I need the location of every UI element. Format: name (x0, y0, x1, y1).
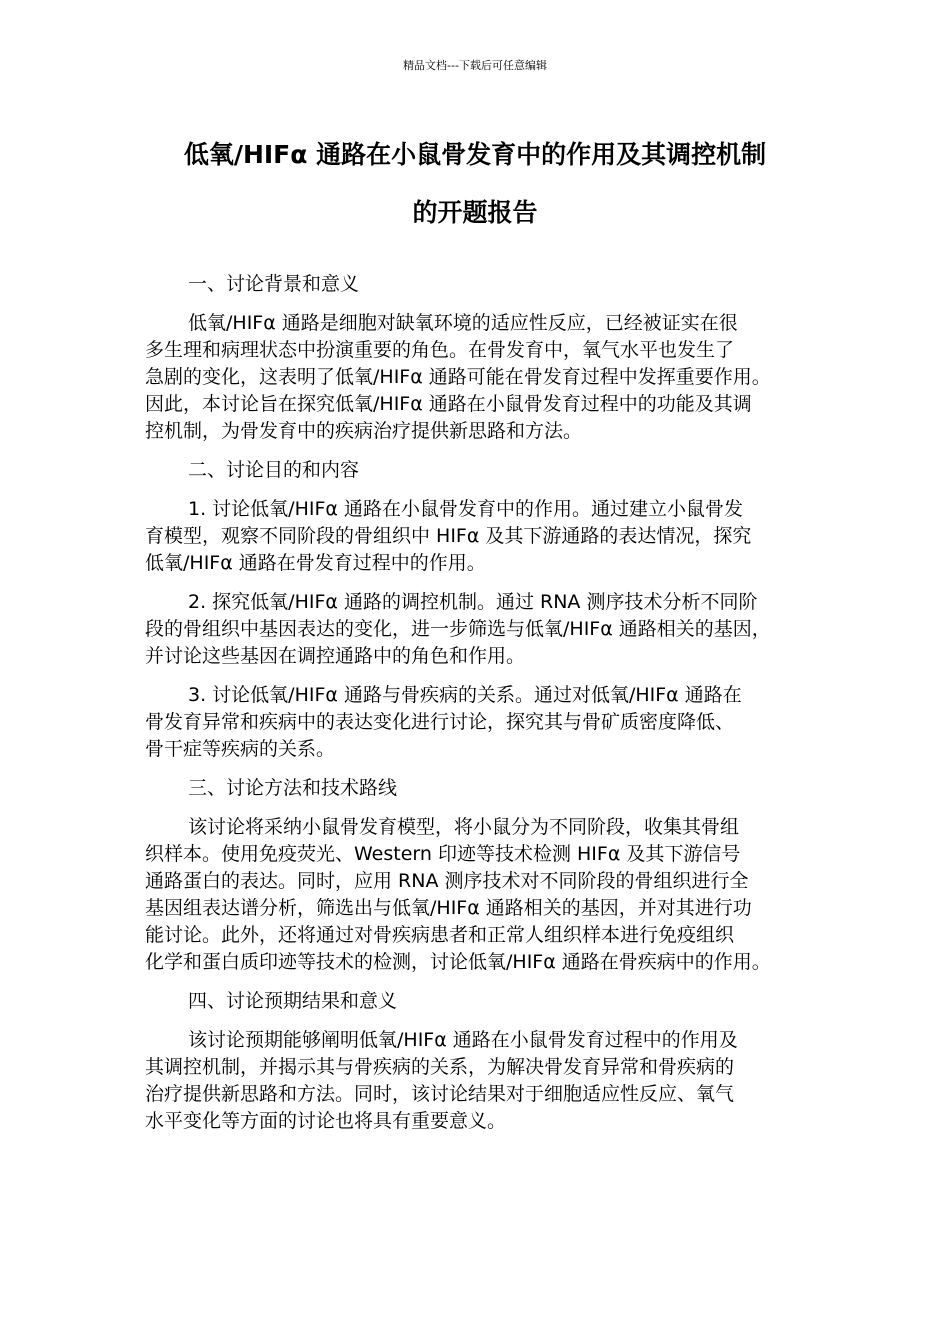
paragraph-line: 段的骨组织中基因表达的变化，进一步筛选与低氧/HIFα 通路相关的基因， (145, 618, 771, 640)
paragraph-line: 治疗提供新思路和方法。同时，该讨论结果对于细胞适应性反应、氧气 (145, 1083, 735, 1105)
paragraph-line: 化学和蛋白质印迹等技术的检测，讨论低氧/HIFα 通路在骨疾病中的作用。 (145, 951, 771, 973)
paragraph-line: 2. 探究低氧/HIFα 通路的调控机制。通过 RNA 测序技术分析不同阶 (188, 591, 758, 613)
paragraph (145, 496, 825, 577)
paragraph-line: 能讨论。此外，还将通过对骨疾病患者和正常人组织样本进行免疫组织 (145, 924, 735, 946)
paragraph-line: 基因组表达谱分析，筛选出与低氧/HIFα 通路相关的基因，并对其进行功 (145, 897, 752, 919)
paragraph-line: 控机制，为骨发育中的疾病治疗提供新思路和方法。 (145, 420, 583, 442)
section-heading: 三、讨论方法和技术路线 (188, 777, 398, 799)
paragraph-line: 其调控机制，并揭示其与骨疾病的关系，为解决骨发育异常和骨疾病的 (145, 1056, 735, 1078)
paragraph-line: 低氧/HIFα 通路是细胞对缺氧环境的适应性反应，已经被证实在很 (188, 312, 738, 334)
paragraph-line: 育模型，观察不同阶段的骨组织中 HIFα 及其下游通路的表达情况，探究 (145, 525, 752, 547)
paragraph-line: 该讨论将采纳小鼠骨发育模型，将小鼠分为不同阶段，收集其骨组 (188, 816, 740, 838)
paragraph (145, 589, 825, 670)
paragraph-line: 因此，本讨论旨在探究低氧/HIFα 通路在小鼠骨发育过程中的功能及其调 (145, 393, 752, 415)
document-body (145, 271, 825, 1147)
paragraph-line: 1. 讨论低氧/HIFα 通路在小鼠骨发育中的作用。通过建立小鼠骨发 (188, 498, 743, 520)
paragraph-line: 并讨论这些基因在调控通路中的角色和作用。 (145, 645, 526, 667)
paragraph (145, 814, 825, 976)
paragraph-line: 通路蛋白的表达。同时，应用 RNA 测序技术对不同阶段的骨组织进行全 (145, 870, 749, 892)
paragraph (145, 310, 825, 445)
paragraph-line: 低氧/HIFα 通路在骨发育过程中的作用。 (145, 552, 486, 574)
section-heading: 一、讨论背景和意义 (188, 273, 360, 295)
paragraph (145, 1027, 825, 1135)
document-title-line-2: 的开题报告 (412, 198, 538, 227)
paragraph-line: 急剧的变化，这表明了低氧/HIFα 通路可能在骨发育过程中发挥重要作用。 (145, 366, 771, 388)
section-heading: 二、讨论目的和内容 (188, 459, 360, 481)
paragraph (145, 682, 825, 763)
paragraph-line: 3. 讨论低氧/HIFα 通路与骨疾病的关系。通过对低氧/HIFα 通路在 (188, 684, 742, 706)
paragraph-line: 水平变化等方面的讨论也将具有重要意义。 (145, 1110, 507, 1132)
document-title-line-1: 低氧/HIFα 通路在小鼠骨发育中的作用及其调控机制 (183, 140, 767, 169)
paragraph-line: 该讨论预期能够阐明低氧/HIFα 通路在小鼠骨发育过程中的作用及 (188, 1029, 738, 1051)
paragraph-line: 骨干症等疾病的关系。 (145, 738, 336, 760)
page-header: 精品文档---下载后可任意编辑 (403, 59, 547, 72)
section-heading: 四、讨论预期结果和意义 (188, 990, 398, 1012)
paragraph-line: 骨发育异常和疾病中的表达变化进行讨论，探究其与骨矿质密度降低、 (145, 711, 735, 733)
paragraph-line: 织样本。使用免疫荧光、Western 印迹等技术检测 HIFα 及其下游信号 (145, 843, 741, 865)
paragraph-line: 多生理和病理状态中扮演重要的角色。在骨发育中，氧气水平也发生了 (145, 339, 735, 361)
